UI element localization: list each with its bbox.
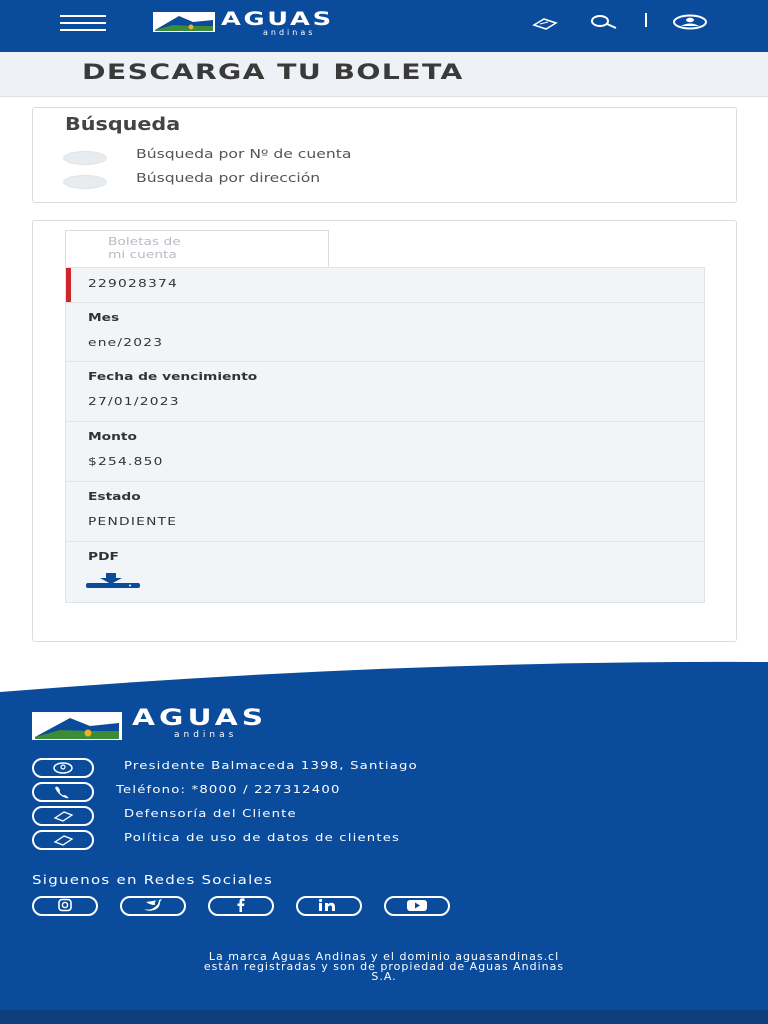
field-value: $254.850 (88, 455, 164, 468)
legal-line: La marca Aguas Andinas y el dominio aguasandinas.cl (208, 950, 560, 963)
address-text: Presidente Balmaceda 1398, Santiago (124, 759, 418, 772)
logo-wordmark: AGUAS (221, 8, 334, 30)
search-by-address-option[interactable] (63, 171, 483, 191)
footer (0, 690, 768, 1024)
top-navigation-bar (0, 0, 768, 52)
search-icon[interactable] (588, 14, 618, 34)
tab-label-line1: Boletas de (108, 235, 181, 248)
tab-label (108, 235, 181, 261)
field-row-pdf (66, 541, 704, 601)
youtube-icon[interactable] (384, 896, 450, 916)
search-card (32, 107, 737, 203)
document-icon (32, 830, 94, 850)
field-row-estado (66, 481, 704, 542)
selected-accent (66, 268, 71, 302)
politica-row (32, 830, 652, 850)
social-title: Siguenos en Redes Sociales (32, 873, 274, 887)
field-row-monto (66, 421, 704, 482)
download-icon[interactable] (86, 573, 140, 593)
field-label: Mes (88, 311, 120, 324)
phone-text[interactable]: Teléfono: *8000 / 227312400 (116, 783, 341, 796)
account-number: 229028374 (88, 277, 178, 290)
legal-notice (30, 952, 738, 982)
document-icon[interactable] (532, 16, 558, 35)
twitter-icon[interactable] (120, 896, 186, 916)
phone-row (32, 782, 652, 802)
legal-line: S.A. (371, 970, 397, 983)
field-label: Monto (88, 430, 137, 443)
document-icon (32, 806, 94, 826)
footer-logo-emblem (32, 712, 122, 740)
aguas-andinas-logo[interactable] (153, 8, 383, 38)
menu-icon[interactable] (60, 15, 106, 31)
page-title: DESCARGA TU BOLETA (82, 60, 464, 84)
phone-icon (32, 782, 94, 802)
legal-line: están registradas y son de propiedad de Aguas Andinas (203, 960, 565, 973)
field-row-mes (66, 302, 704, 362)
title-bar (0, 52, 768, 97)
field-label: PDF (88, 550, 119, 563)
defensoria-link[interactable]: Defensoría del Cliente (124, 807, 297, 820)
footer-logo-wordmark: AGUAS (132, 706, 268, 731)
footer-logo[interactable] (32, 706, 362, 744)
field-row-fecha-vencimiento (66, 361, 704, 422)
logo-mountain-emblem (153, 12, 215, 32)
tab-boletas-de-mi-cuenta[interactable] (65, 230, 329, 269)
user-icon[interactable] (672, 14, 708, 34)
search-title: Búsqueda (65, 114, 181, 135)
search-by-account-option[interactable] (63, 147, 483, 167)
bottom-strip (0, 1010, 768, 1024)
defensoria-row (32, 806, 652, 826)
footer-logo-subtext: andinas (174, 730, 238, 740)
logo-subtext: andinas (263, 28, 316, 37)
field-label: Fecha de vencimiento (88, 370, 258, 383)
field-value: 27/01/2023 (88, 395, 180, 408)
field-value: ene/2023 (88, 336, 164, 349)
bill-details-panel (65, 267, 705, 603)
tab-label-line2: mi cuenta (108, 248, 177, 261)
result-card (32, 220, 737, 642)
radio-label: Búsqueda por dirección (136, 171, 321, 185)
field-value: PENDIENTE (88, 515, 178, 528)
radio-button[interactable] (63, 151, 107, 165)
facebook-icon[interactable] (208, 896, 274, 916)
politica-link[interactable]: Política de uso de datos de clientes (124, 831, 401, 844)
header-divider (645, 13, 647, 27)
radio-label: Búsqueda por Nº de cuenta (136, 147, 352, 161)
account-row (66, 268, 704, 303)
linkedin-icon[interactable] (296, 896, 362, 916)
address-row (32, 758, 652, 778)
location-pin-icon (32, 758, 94, 778)
field-label: Estado (88, 490, 141, 503)
radio-button[interactable] (63, 175, 107, 189)
instagram-icon[interactable] (32, 896, 98, 916)
